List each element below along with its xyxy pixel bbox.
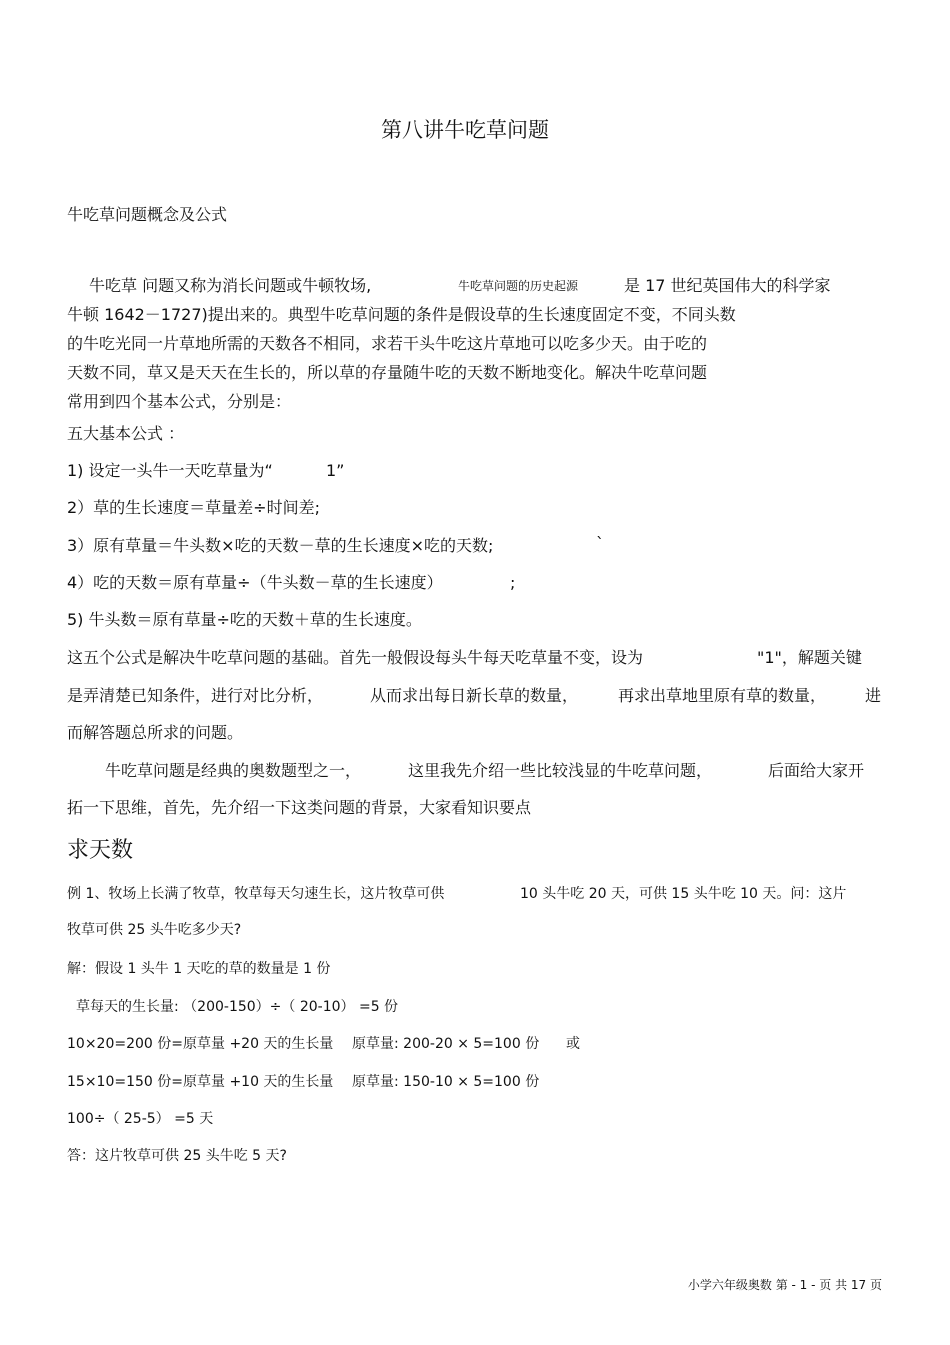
section-title: 求天数 xyxy=(67,838,134,863)
para2-line-2: 拓一下思维，首先，先介绍一下这类问题的背景，大家看知识要点 xyxy=(67,798,532,817)
para1-line-2b: 从而求出每日新长草的数量， xyxy=(370,686,579,705)
solution-line-2: 草每天的生长量: （200-150）÷（ 20-10） =5 份 xyxy=(76,999,399,1015)
answer-line: 答：这片牧草可供 25 头牛吃 5 天? xyxy=(67,1148,287,1164)
intro-line-4: 天数不同，草又是天天在生长的，所以草的存量随牛吃的天数不断地变化。解决牛吃草问题 xyxy=(67,363,708,382)
solution-line-3c: 或 xyxy=(566,1036,580,1052)
para1-line-2c: 再求出草地里原有草的数量， xyxy=(618,686,827,705)
intro-line-1a: 牛吃草 问题又称为消长问题或牛顿牧场, xyxy=(89,276,372,295)
formulas-heading: 五大基本公式 ： xyxy=(67,424,185,443)
page-title: 第八讲牛吃草问题 xyxy=(381,118,549,142)
solution-line-4a: 15×10=150 份=原草量 +10 天的生长量 xyxy=(67,1074,334,1090)
para2-line-1b: 这里我先介绍一些比较浅显的牛吃草问题， xyxy=(408,761,713,780)
formula-2: 2）草的生长速度＝草量差÷时间差; xyxy=(67,498,320,517)
example-question-1a: 例 1、牧场上长满了牧草，牧草每天匀速生长，这片牧草可供 xyxy=(67,886,445,902)
para1-line-2d: 进 xyxy=(865,686,882,705)
para1-line-1a: 这五个公式是解决牛吃草问题的基础。首先一般假设每头牛每天吃草量不变，设为 xyxy=(67,648,644,667)
para1-line-1b: "1"，解题关键 xyxy=(757,648,862,667)
example-question-2: 牧草可供 25 头牛吃多少天? xyxy=(67,922,242,938)
para2-line-1c: 后面给大家开 xyxy=(768,761,865,780)
para1-line-2a: 是弄清楚已知条件，进行对比分析， xyxy=(67,686,324,705)
intro-line-1b: 牛吃草问题的历史起源 xyxy=(458,279,579,293)
solution-line-1: 解：假设 1 头牛 1 天吃的草的数量是 1 份 xyxy=(67,961,331,977)
formula-4b: ; xyxy=(510,573,516,592)
formula-1b: 1” xyxy=(326,461,345,480)
formula-5: 5) 牛头数＝原有草量÷吃的天数＋草的生长速度。 xyxy=(67,610,422,629)
intro-line-3: 的牛吃光同一片草地所需的天数各不相同，求若干头牛吃这片草地可以吃多少天。由于吃的 xyxy=(67,334,708,353)
page-footer: 小学六年级奥数 第 - 1 - 页 共 17 页 xyxy=(687,1278,882,1292)
solution-line-3a: 10×20=200 份=原草量 +20 天的生长量 xyxy=(67,1036,334,1052)
solution-line-4b: 原草量: 150-10 × 5=100 份 xyxy=(352,1074,540,1090)
example-question-1b: 10 头牛吃 20 天，可供 15 头牛吃 10 天。问：这片 xyxy=(520,886,847,902)
solution-line-3b: 原草量: 200-20 × 5=100 份 xyxy=(352,1036,540,1052)
para2-line-1a: 牛吃草问题是经典的奥数题型之一， xyxy=(105,761,362,780)
para1-line-3: 而解答题总所求的问题。 xyxy=(67,723,244,742)
formula-3a: 3）原有草量＝牛头数×吃的天数－草的生长速度×吃的天数; xyxy=(67,536,494,555)
formula-4a: 4）吃的天数＝原有草量÷（牛头数－草的生长速度） xyxy=(67,573,443,592)
formula-1a: 1) 设定一头牛一天吃草量为“ xyxy=(67,461,273,480)
intro-line-5: 常用到四个基本公式，分别是： xyxy=(67,392,292,411)
solution-line-5: 100÷（ 25-5） =5 天 xyxy=(67,1111,214,1127)
subtitle: 牛吃草问题概念及公式 xyxy=(67,205,228,224)
intro-line-1c: 是 17 世纪英国伟大的科学家 xyxy=(624,276,831,295)
intro-line-2: 牛顿 1642－1727)提出来的。典型牛吃草问题的条件是假设草的生长速度固定不变，不同头数 xyxy=(67,305,736,324)
formula-3b: ` xyxy=(596,534,604,553)
